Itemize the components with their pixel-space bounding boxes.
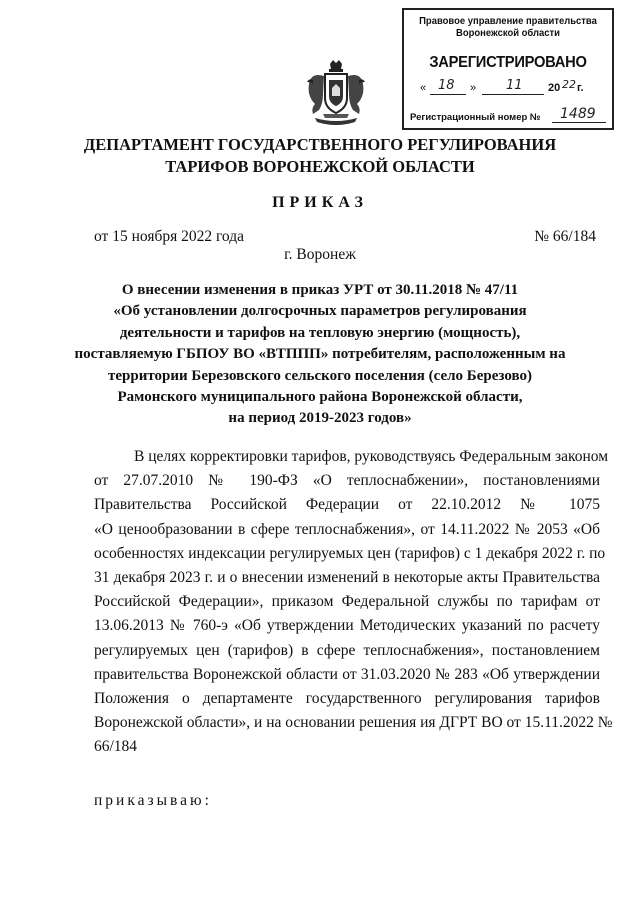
body-line: от 27.07.2010 № 190-ФЗ «О теплоснабжении», постановлениями xyxy=(94,472,600,490)
document-type: ПРИКАЗ xyxy=(272,194,368,211)
subject-line: территории Березовского сельского поселения (село Березово) xyxy=(108,367,532,384)
body-line: Положения о департаменте государственного регулирования тарифов xyxy=(94,689,600,707)
stamp-quote-open: « xyxy=(420,82,427,94)
stamp-reg-row xyxy=(410,108,606,126)
subject-line: поставляемую ГБПОУ ВО «ВТППП» потребителям, расположенным на xyxy=(74,346,566,363)
stamp-org-line1: Правовое управление правительства xyxy=(419,15,597,27)
stamp-registered: ЗАРЕГИСТРИРОВАНО xyxy=(429,54,587,71)
order-subject xyxy=(0,280,640,430)
stamp-date-row xyxy=(414,80,606,98)
registration-stamp xyxy=(402,8,614,130)
subject-line: деятельности и тарифов на тепловую энергию (мощность), xyxy=(119,324,521,341)
body-line: 66/184 xyxy=(94,738,138,756)
body-line: 13.06.2013 № 760-э «Об утверждении Методических указаний по расчету xyxy=(94,617,600,635)
department-line2: ТАРИФОВ ВОРОНЕЖСКОЙ ОБЛАСТИ xyxy=(165,157,475,176)
coat-of-arms-icon xyxy=(303,58,369,130)
stamp-month: 11 xyxy=(506,78,523,93)
order-date: от 15 ноября 2022 года xyxy=(94,228,245,245)
body-line: регулируемых цен (тарифов) в сфере теплоснабжения», постановлением xyxy=(94,641,600,659)
department-name xyxy=(0,134,640,178)
stamp-org-line2: Воронежской области xyxy=(456,27,560,39)
body-line: Правительства Российской Федерации от 22.10.2012 № 1075 xyxy=(94,496,600,514)
stamp-quote-close: » xyxy=(470,82,477,94)
subject-line: на период 2019-2023 годов» xyxy=(228,410,412,427)
stamp-year-prefix: 20 xyxy=(548,82,561,94)
stamp-reg-label: Регистрационный номер № xyxy=(410,112,541,123)
stamp-reg-line xyxy=(552,122,606,123)
orders-word: приказываю: xyxy=(94,792,212,809)
stamp-day: 18 xyxy=(438,78,455,93)
stamp-month-line xyxy=(482,94,544,95)
body-line: Воронежской области», и на основании решения ия ДГРТ ВО от 15.11.2022 № xyxy=(94,714,613,732)
stamp-year-suffix: 22 xyxy=(562,78,576,91)
order-number: № 66/184 xyxy=(534,228,596,245)
stamp-organization xyxy=(414,15,601,39)
stamp-year-mark: г. xyxy=(577,82,584,94)
subject-line: «Об установлении долгосрочных параметров регулирования xyxy=(113,303,527,320)
stamp-day-line xyxy=(430,94,466,95)
preamble-paragraph xyxy=(94,445,613,759)
body-line: особенностях индексации регулируемых цен (тарифов) с 1 декабря 2022 г. по xyxy=(94,544,606,562)
body-line: Российской Федерации», приказом Федеральной службы по тарифам от xyxy=(94,593,600,611)
body-line: «О ценообразовании в сфере теплоснабжения», от 14.11.2022 № 2053 «Об xyxy=(94,520,600,538)
subject-line: О внесении изменения в приказ УРТ от 30.11.2018 № 47/11 xyxy=(121,282,519,298)
body-line: В целях корректировки тарифов, руководствуясь Федеральным законом xyxy=(134,448,609,465)
department-line1: ДЕПАРТАМЕНТ ГОСУДАРСТВЕННОГО РЕГУЛИРОВАНИЯ xyxy=(83,135,557,154)
body-line: 31 декабря 2023 г. и о внесении изменений в некоторые акты Правительства xyxy=(94,568,600,586)
stamp-reg-number: 1489 xyxy=(560,106,596,122)
order-city: г. Воронеж xyxy=(284,246,356,263)
body-line: правительства Воронежской области от 31.03.2020 № 283 «Об утверждении xyxy=(94,665,600,683)
subject-line: Рамонского муниципального района Воронежской области, xyxy=(117,389,523,406)
